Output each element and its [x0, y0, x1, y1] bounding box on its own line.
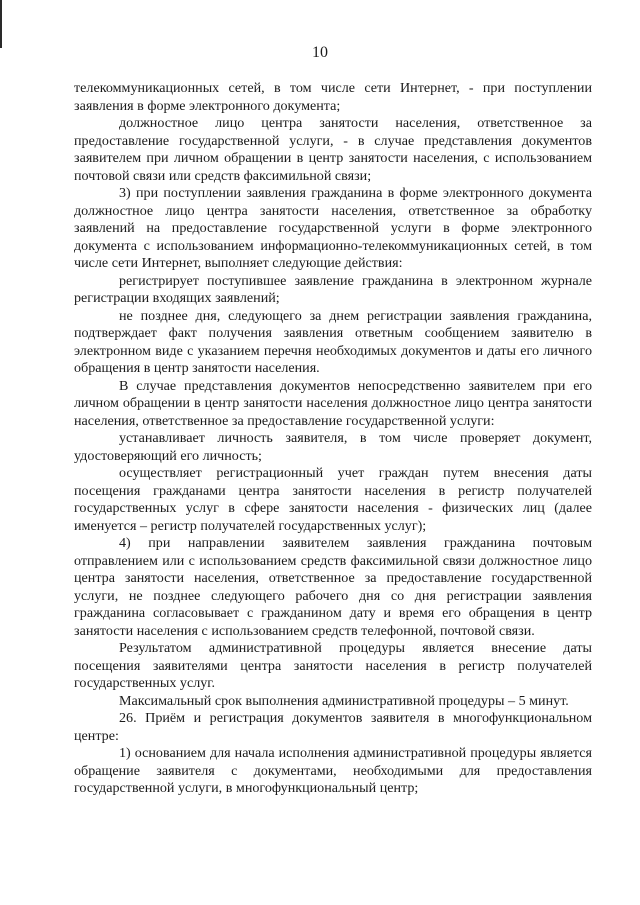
paragraph: не позднее дня, следующего за днем регистрации заявления гражданина, подтверждает факт получения заявления ответным сообщением заявителю в электронном виде с указанием перечня необходимых документов и даты его личного обращения в центр занятости населения.	[74, 307, 592, 376]
paragraph: Результатом административной процедуры является внесение даты посещения заявителями центра занятости населения в регистр получателей государственных услуг.	[74, 640, 592, 691]
paragraph: 4) при направлении заявителем заявления гражданина почтовым отправлением или с использованием средств факсимильной связи должностное лицо центра занятости населения, ответственное за предоставление государственной услуги, не позднее следующего рабочего дня со дня регистрации заявления гражданина согласовывает с гражданином дату и время его обращения в центр занятости населения с использованием средств телефонной, почтовой связи.	[74, 535, 592, 639]
paragraph: должностное лицо центра занятости населения, ответственное за предоставление государственной услуги, - в случае представления документов заявителем при личном обращении в центр занятости населения, с использованием почтовой связи или средств факсимильной связи;	[74, 115, 592, 184]
paragraph: осуществляет регистрационный учет граждан путем внесения даты посещения гражданами центра занятости населения в регистр получателей государственных услуг в сфере занятости населения - физических лиц (далее именуется – регистр получателей государственных услуг);	[74, 465, 592, 534]
page-number: 10	[312, 44, 328, 61]
paragraph: Максимальный срок выполнения административной процедуры – 5 минут.	[119, 692, 569, 709]
paragraph: 3) при поступлении заявления гражданина в форме электронного документа должностное лицо центра занятости населения, ответственное за обработку заявлений на предоставление государственной услуги в форме электронного документа с использованием информационно-телекоммуникационных сетей, в том числе сети Интернет, выполняет следующие действия:	[74, 185, 592, 271]
paragraph: 1) основанием для начала исполнения административной процедуры является обращение заявителя с документами, необходимыми для предоставления государственной услуги, в многофункциональный центр;	[74, 745, 592, 796]
paragraph: 26. Приём и регистрация документов заявителя в многофункциональном центре:	[74, 710, 592, 744]
paragraph-continuation: телекоммуникационных сетей, в том числе сети Интернет, - при поступлении заявления в форме электронного документа;	[74, 80, 592, 114]
paragraph: устанавливает личность заявителя, в том числе проверяет документ, удостоверяющий его личность;	[74, 430, 592, 464]
paragraph: регистрирует поступившее заявление гражданина в электронном журнале регистрации входящих заявлений;	[74, 272, 592, 306]
document-body	[74, 80, 592, 798]
paragraph: В случае представления документов непосредственно заявителем при его личном обращении в центр занятости населения должностное лицо центра занятости населения, ответственное за предоставление государственной услуги:	[74, 377, 592, 429]
scan-edge-mark	[0, 0, 2, 48]
